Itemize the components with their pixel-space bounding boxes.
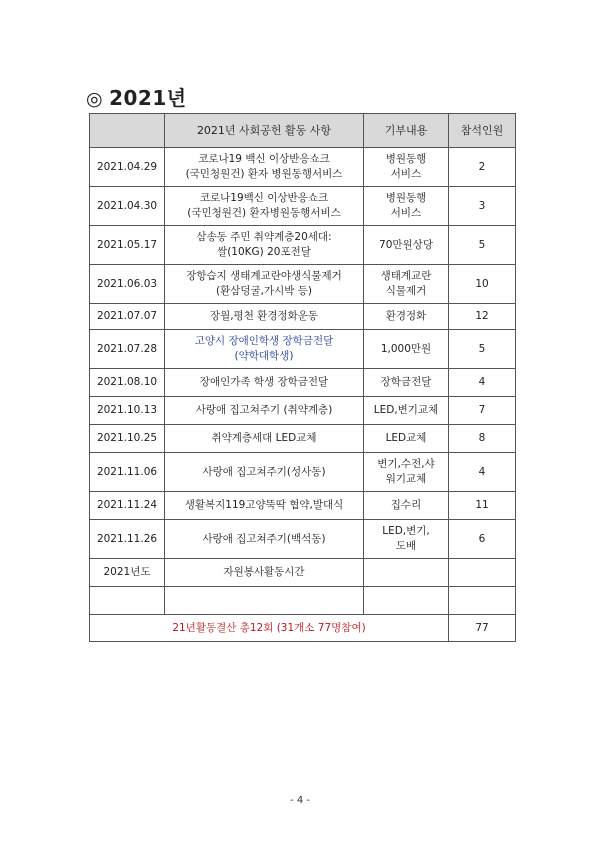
activity-cell — [165, 330, 364, 369]
page-title — [86, 82, 187, 111]
donation-cell-line: 장학금전달 — [380, 376, 432, 388]
donation-cell — [364, 397, 449, 425]
donation-cell-line: 병원동행 — [385, 192, 427, 204]
donation-cell — [364, 453, 449, 492]
donation-cell — [364, 425, 449, 453]
activity-cell-line: (환삼덩굴,가시박 등) — [215, 285, 312, 297]
donation-cell-line: 서비스 — [390, 168, 422, 180]
attendees-cell: 10 — [449, 265, 516, 304]
donation-cell — [364, 559, 449, 587]
donation-cell — [364, 148, 449, 187]
table-row — [90, 587, 516, 615]
activity-cell-line: 취약계층세대 LED교체 — [211, 432, 317, 444]
activity-cell-line: 생활복지119고양뚝딱 협약,발대식 — [184, 499, 344, 511]
donation-cell — [364, 226, 449, 265]
table-row — [90, 330, 516, 369]
table-row — [90, 226, 516, 265]
donation-cell-line: LED,변기, — [382, 525, 430, 537]
activity-cell-line: 장애인가족 학생 장학금전달 — [199, 376, 329, 388]
activity-cell — [165, 397, 364, 425]
donation-cell — [364, 369, 449, 397]
date-cell: 2021.11.24 — [90, 492, 165, 520]
date-cell: 2021.06.03 — [90, 265, 165, 304]
total-attendees: 77 — [449, 615, 516, 642]
table-row — [90, 265, 516, 304]
header-donation: 기부내용 — [364, 114, 449, 148]
activity-cell — [165, 369, 364, 397]
donation-cell — [364, 520, 449, 559]
activity-cell-line: (국민청원건) 환자 병원동행서비스 — [185, 168, 343, 180]
activity-cell — [165, 492, 364, 520]
activity-cell — [165, 265, 364, 304]
attendees-cell — [449, 559, 516, 587]
activity-table — [89, 113, 516, 642]
table-row — [90, 187, 516, 226]
donation-cell-line: 1,000만원 — [380, 342, 432, 355]
attendees-cell: 11 — [449, 492, 516, 520]
activity-cell — [165, 587, 364, 615]
activity-cell-line: 사랑애 집고쳐주기(백석동) — [202, 532, 326, 545]
activity-cell — [165, 148, 364, 187]
attendees-cell — [449, 587, 516, 615]
attendees-cell: 12 — [449, 304, 516, 330]
donation-cell-line: LED,변기교체 — [373, 404, 439, 416]
activity-cell — [165, 304, 364, 330]
table-row — [90, 453, 516, 492]
activity-cell — [165, 425, 364, 453]
attendees-cell: 8 — [449, 425, 516, 453]
activity-cell-line: 장항습지 생태계교란야생식물제거 — [186, 270, 342, 282]
date-cell: 2021.04.29 — [90, 148, 165, 187]
activity-cell-line: (국민청원건) 환자병원동행서비스 — [187, 207, 341, 219]
donation-cell-line: 식물제거 — [385, 285, 427, 297]
activity-cell-line: 사랑애 집고쳐주기(성사동) — [202, 465, 326, 478]
date-cell: 2021.08.10 — [90, 369, 165, 397]
donation-cell — [364, 187, 449, 226]
donation-cell-line: 환경정화 — [385, 310, 427, 322]
date-cell: 2021.11.06 — [90, 453, 165, 492]
attendees-cell: 6 — [449, 520, 516, 559]
activity-cell-line: 장월,평천 환경정화운동 — [209, 310, 319, 322]
total-row — [90, 615, 516, 642]
table-row — [90, 425, 516, 453]
activity-cell-line: 코로나19백신 이상반응쇼크 — [199, 192, 329, 204]
donation-cell — [364, 265, 449, 304]
page-number: - 4 - — [290, 795, 310, 806]
table-row — [90, 369, 516, 397]
attendees-cell: 5 — [449, 226, 516, 265]
date-cell: 2021.10.25 — [90, 425, 165, 453]
header-attendees: 참석인원 — [449, 114, 516, 148]
donation-cell — [364, 330, 449, 369]
table-row — [90, 492, 516, 520]
donation-cell-line: 70만원상당 — [379, 238, 433, 251]
table-row — [90, 397, 516, 425]
donation-cell-line: 워기교체 — [385, 473, 427, 485]
donation-cell-line: LED교체 — [385, 432, 427, 444]
donation-cell-line: 변기,수전,샤 — [377, 458, 435, 470]
date-cell: 2021.04.30 — [90, 187, 165, 226]
date-cell: 2021년도 — [90, 559, 165, 587]
total-label: 21년활동결산 총12회 (31개소 77명참여) — [90, 615, 449, 642]
activity-cell — [165, 520, 364, 559]
donation-cell — [364, 304, 449, 330]
attendees-cell: 3 — [449, 187, 516, 226]
date-cell: 2021.07.07 — [90, 304, 165, 330]
donation-cell — [364, 587, 449, 615]
table-header-row — [90, 114, 516, 148]
attendees-cell: 4 — [449, 453, 516, 492]
activity-cell-line: 자원봉사활동시간 — [223, 566, 305, 578]
activity-cell-line: 고양시 장애인학생 장학금전달 — [194, 335, 334, 347]
donation-cell-line: 도배 — [395, 540, 417, 552]
date-cell: 2021.10.13 — [90, 397, 165, 425]
attendees-cell: 5 — [449, 330, 516, 369]
activity-cell-line: 사랑애 집고쳐주기 (취약계층) — [195, 404, 333, 416]
activity-cell-line: 삼송동 주민 취약계층20세대: — [196, 231, 332, 243]
activity-cell-line: 코로나19 백신 이상반응쇼크 — [198, 153, 330, 165]
attendees-cell: 2 — [449, 148, 516, 187]
donation-cell — [364, 492, 449, 520]
activity-cell — [165, 187, 364, 226]
activity-cell — [165, 226, 364, 265]
date-cell — [90, 587, 165, 615]
double-circle-icon: ◎ — [86, 88, 104, 110]
donation-cell-line: 생태계교란 — [380, 270, 432, 282]
date-cell: 2021.05.17 — [90, 226, 165, 265]
donation-cell-line: 집수리 — [390, 499, 422, 511]
table-row — [90, 148, 516, 187]
header-date — [90, 114, 165, 148]
header-activity: 2021년 사회공헌 활동 사항 — [165, 114, 364, 148]
attendees-cell: 4 — [449, 369, 516, 397]
activity-cell — [165, 559, 364, 587]
date-cell: 2021.11.26 — [90, 520, 165, 559]
activity-cell-line: 쌀(10KG) 20포전달 — [217, 246, 311, 258]
date-cell: 2021.07.28 — [90, 330, 165, 369]
title-text: 2021년 — [109, 86, 187, 110]
table-row — [90, 559, 516, 587]
activity-cell-line: (약학대학생) — [234, 350, 294, 362]
table-row — [90, 304, 516, 330]
donation-cell-line: 병원동행 — [385, 153, 427, 165]
table-row — [90, 520, 516, 559]
attendees-cell: 7 — [449, 397, 516, 425]
donation-cell-line: 서비스 — [390, 207, 422, 219]
activity-cell — [165, 453, 364, 492]
